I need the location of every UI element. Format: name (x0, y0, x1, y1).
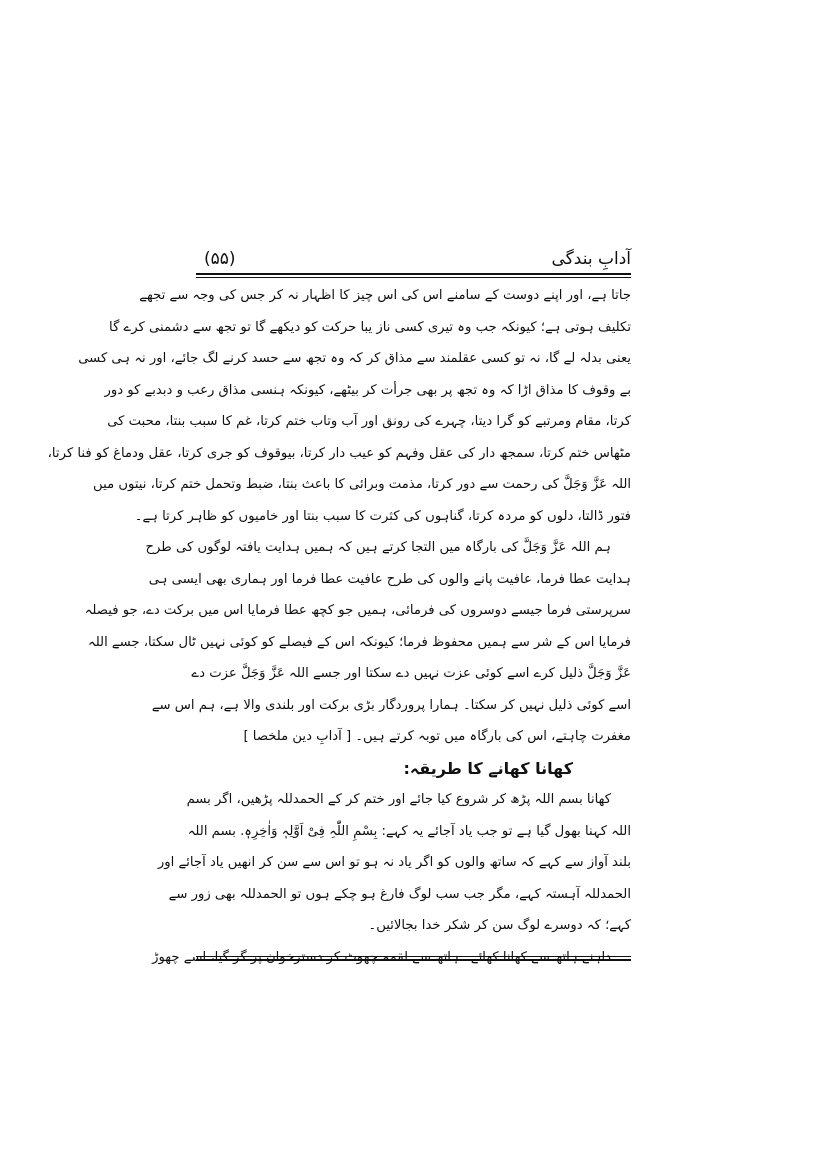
running-header (196, 248, 631, 274)
text-line: الحمدللہ آہستہ کہے، مگر جب سب لوگ فارغ ہو چکے ہوں تو الحمدللہ بھی زور سے (168, 886, 631, 902)
text-line: مغفرت چاہتے، اس کی بارگاہ میں توبہ کرتے ہیں۔ [ آدابِ دین ملخصا ] (243, 729, 631, 744)
text-line: اللہ کہنا بھول گیا ہے تو جب یاد آجائے یہ کہے: بِسْمِ اللّٰہِ فِیْ اَوَّلِہٖ وَاٰخِرِہٖ. بسم اللہ (187, 823, 631, 839)
text-line: داہنے ہاتھ سے کھانا کھائے۔ ہاتھ سے لقمہ چھوٹ کر دسترخوان پر گر گیا، اسے چھوڑ (152, 949, 611, 965)
text-line: فتور ڈالتا، دلوں کو مردہ کرتا، گناہوں کی کثرت کا سبب بنتا اور خامیوں کو ظاہر کرتا ہے۔ (134, 508, 631, 524)
text-line: جاتا ہے، اور اپنے دوست کے سامنے اس کی اس چیز کا اظہار نہ کر جس کی وجہ سے تجھے (139, 288, 631, 303)
body-text (47, 280, 631, 973)
book-page (47, 248, 631, 968)
text-line: عَزَّ وَجَلَّ ذلیل کرے اسے کوئی عزت نہیں دے سکتا اور جسے اللہ عَزَّ وَجَلَّ عزت دے (191, 666, 631, 681)
text-line: اللہ عَزَّ وَجَلَّ کی رحمت سے دور کرتا، مذمت وبرائی کا باعث بنتا، ضبط وتحمل ختم کرتا، نیتوں میں (93, 477, 631, 492)
text-line: کہے؛ کہ دوسرے لوگ سن کر شکر خدا بجالائیں۔ (368, 918, 631, 933)
text-line: فرمایا اس کے شر سے ہمیں محفوظ فرما؛ کیونکہ اس کے فیصلے کو کوئی نہیں ٹال سکتا، جسے اللہ (87, 634, 631, 650)
header-double-rule (196, 273, 631, 278)
page-number: (۵۵) (204, 249, 236, 269)
footer-double-rule (196, 956, 631, 961)
text-line: کرتا، مقام ومرتبے کو گرا دیتا، چہرے کی رونق اور آب وتاب ختم کرتا، غم کا سبب بنتا، محبت کی (107, 414, 631, 429)
text-line: ہدایت عطا فرما، عافیت پانے والوں کی طرح عافیت عطا فرما اور ہماری بھی ایسی ہی (148, 571, 631, 587)
text-line: بلند آواز سے کہے کہ ساتھ والوں کو اگر یاد نہ ہو تو اس سے سن کر انھیں یاد آجائے اور (157, 855, 631, 870)
book-title: آدابِ بندگی (551, 249, 631, 269)
text-line: اسے کوئی ذلیل نہیں کر سکتا۔ ہمارا پروردگار بڑی برکت اور بلندی والا ہے، ہم اس سے (151, 697, 631, 713)
text-line: کھانا بسم اللہ پڑھ کر شروع کیا جائے اور ختم کر کے الحمدللہ پڑھیں، اگر بسم (186, 792, 611, 807)
section-heading: کھانا کھانے کا طریقہ: (403, 758, 573, 778)
text-line: ہم اللہ عَزَّ وَجَلَّ کی بارگاہ میں التجا کرتے ہیں کہ ہمیں ہدایت یافتہ لوگوں کی طرح (145, 540, 611, 555)
text-line: بے وقوف کا مذاق اڑا کہ وہ تجھ پر بھی جرأت کر بیٹھے، کیونکہ ہنسی مذاق رعب و دبدبے کو دور (104, 382, 631, 398)
text-line: سرپرستی فرما جیسے دوسروں کی فرمائی، ہمیں جو کچھ عطا فرمایا اس میں برکت دے، جو فیصلہ (84, 603, 631, 618)
text-line: تکلیف ہوتی ہے؛ کیونکہ جب وہ تیری کسی ناز یبا حرکت کو دیکھے گا تو تجھ سے دشمنی کرے گا (109, 319, 631, 335)
text-line: مٹھاس ختم کرتا، سمجھ دار کی عقل وفہم کو عیب دار کرتا، بیوقوف کو جری کرتا، عقل ودماغ کو فنا کرتا، (47, 445, 631, 461)
text-line: یعنی بدلہ لے گا، نہ تو کسی عقلمند سے مذاق کر کہ وہ تجھ سے حسد کرنے لگ جائے، اور نہ ہی کسی (78, 351, 631, 366)
